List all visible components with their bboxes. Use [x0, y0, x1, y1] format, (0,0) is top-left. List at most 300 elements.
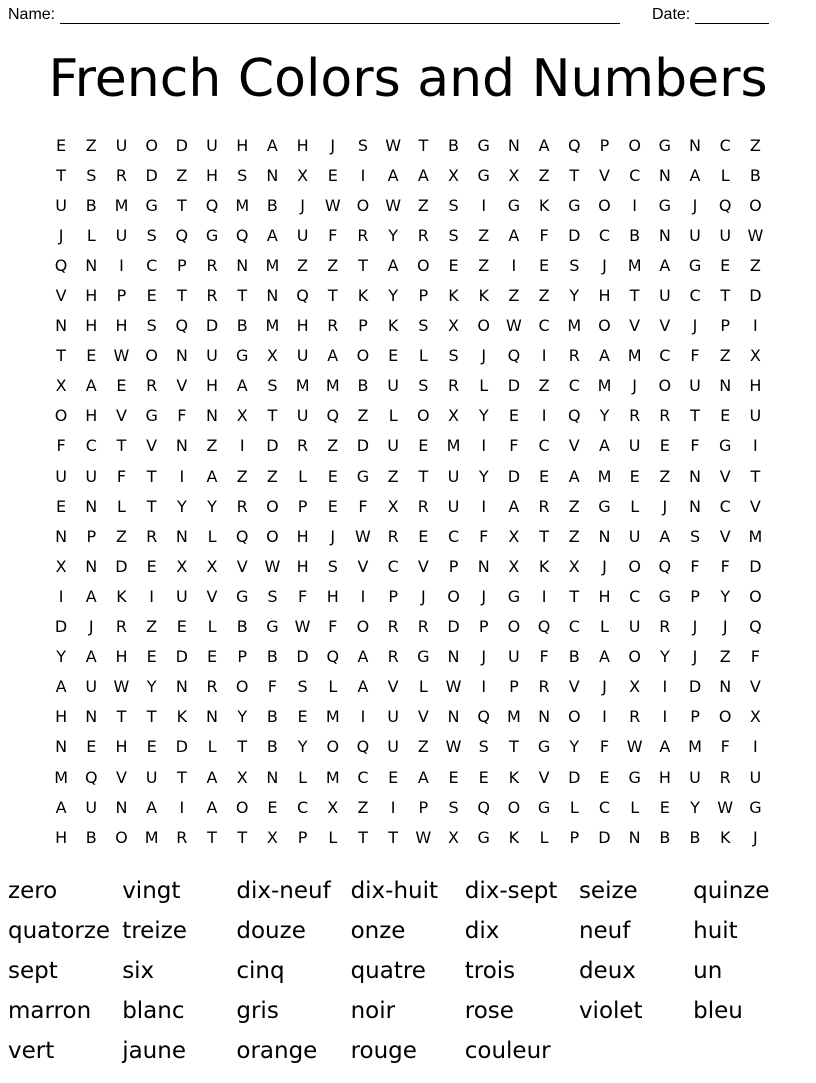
- grid-letter: P: [448, 556, 459, 576]
- grid-row: [46, 461, 776, 491]
- grid-row: [46, 401, 776, 431]
- grid-letter: A: [357, 677, 369, 697]
- grid-letter: A: [689, 165, 701, 185]
- grid-letter: K: [448, 286, 459, 306]
- grid-letter: A: [417, 165, 429, 185]
- grid-letter: E: [720, 406, 731, 426]
- grid-letter: S: [448, 346, 459, 366]
- grid-letter: L: [207, 617, 217, 637]
- grid-letter: G: [356, 466, 370, 486]
- grid-letter: P: [569, 827, 580, 847]
- grid-letter: V: [206, 586, 218, 606]
- grid-letter: V: [357, 556, 369, 576]
- grid-letter: Q: [235, 526, 249, 546]
- grid-letter: G: [598, 496, 611, 516]
- grid-letter: T: [176, 767, 187, 787]
- grid-letter: V: [417, 556, 429, 576]
- grid-letter: V: [749, 496, 761, 516]
- grid-letter: H: [598, 286, 611, 306]
- grid-row: [46, 551, 776, 581]
- grid-letter: H: [658, 767, 671, 787]
- grid-letter: I: [753, 316, 758, 336]
- grid-letter: C: [659, 346, 671, 366]
- grid-letter: W: [415, 827, 432, 847]
- grid-letter: J: [722, 617, 728, 637]
- word-list-item: dix-sept: [464, 878, 558, 904]
- grid-letter: I: [179, 797, 185, 817]
- grid-letter: I: [662, 677, 668, 697]
- grid-letter: A: [206, 797, 218, 817]
- grid-letter: A: [659, 526, 671, 546]
- grid-letter: V: [146, 436, 158, 456]
- grid-letter: B: [266, 707, 278, 727]
- grid-letter: J: [481, 346, 487, 366]
- grid-letter: L: [479, 376, 489, 396]
- grid-letter: X: [508, 556, 520, 576]
- word-search-grid: [46, 130, 776, 850]
- grid-letter: X: [327, 797, 339, 817]
- grid-letter: I: [753, 436, 758, 456]
- grid-letter: M: [144, 827, 159, 847]
- grid-letter: U: [115, 135, 128, 155]
- grid-letter: A: [659, 255, 671, 275]
- grid-letter: A: [598, 346, 610, 366]
- grid-letter: F: [297, 586, 308, 606]
- date-line[interactable]: [695, 9, 769, 24]
- grid-letter: Q: [326, 647, 340, 667]
- grid-letter: H: [55, 827, 68, 847]
- grid-row: [46, 371, 776, 401]
- grid-letter: H: [115, 737, 128, 757]
- grid-letter: L: [207, 526, 217, 546]
- grid-letter: D: [175, 135, 188, 155]
- grid-letter: X: [629, 677, 641, 697]
- word-list-item: huit: [693, 918, 738, 944]
- grid-letter: E: [448, 255, 459, 275]
- grid-letter: R: [387, 647, 399, 667]
- grid-letter: N: [115, 797, 128, 817]
- grid-letter: E: [388, 767, 399, 787]
- grid-letter: S: [86, 165, 97, 185]
- grid-letter: K: [357, 286, 369, 306]
- grid-letter: E: [388, 346, 399, 366]
- grid-letter: C: [357, 767, 369, 787]
- grid-letter: L: [539, 827, 549, 847]
- grid-letter: A: [236, 376, 248, 396]
- grid-letter: T: [56, 165, 66, 185]
- grid-letter: R: [146, 376, 158, 396]
- grid-letter: H: [236, 135, 249, 155]
- grid-letter: V: [568, 677, 580, 697]
- grid-letter: B: [85, 195, 97, 215]
- grid-letter: Z: [749, 135, 761, 155]
- grid-letter: M: [627, 346, 642, 366]
- grid-letter: G: [688, 255, 702, 275]
- grid-letter: P: [418, 797, 429, 817]
- grid-letter: Y: [388, 225, 399, 245]
- word-list-item: quatre: [350, 958, 426, 984]
- word-list-item: six: [122, 958, 155, 984]
- grid-letter: O: [507, 797, 521, 817]
- grid-letter: J: [602, 556, 607, 576]
- grid-letter: H: [749, 376, 762, 396]
- grid-letter: Z: [417, 737, 429, 757]
- grid-letter: B: [689, 827, 701, 847]
- grid-letter: O: [658, 376, 672, 396]
- grid-letter: Z: [357, 406, 369, 426]
- grid-letter: M: [446, 436, 461, 456]
- grid-letter: K: [538, 195, 550, 215]
- grid-letter: R: [176, 827, 188, 847]
- grid-letter: E: [327, 466, 338, 486]
- grid-letter: Z: [659, 466, 671, 486]
- grid-letter: C: [538, 316, 550, 336]
- grid-letter: F: [690, 556, 700, 576]
- grid-letter: Y: [56, 647, 66, 667]
- grid-letter: R: [115, 165, 128, 185]
- grid-letter: X: [176, 556, 188, 576]
- grid-letter: E: [116, 376, 127, 396]
- grid-letter: T: [750, 466, 761, 486]
- grid-letter: E: [86, 737, 97, 757]
- grid-row: [46, 341, 776, 371]
- grid-letter: L: [418, 346, 428, 366]
- grid-letter: G: [145, 406, 158, 426]
- grid-letter: U: [296, 225, 309, 245]
- grid-letter: Z: [749, 255, 761, 275]
- grid-letter: U: [658, 286, 671, 306]
- grid-letter: X: [387, 496, 399, 516]
- grid-letter: O: [266, 496, 279, 516]
- grid-letter: M: [507, 707, 521, 727]
- grid-letter: E: [539, 466, 550, 486]
- grid-letter: J: [692, 617, 698, 637]
- grid-letter: U: [749, 767, 762, 787]
- grid-letter: A: [55, 677, 67, 697]
- grid-letter: Z: [538, 286, 550, 306]
- grid-letter: A: [206, 466, 218, 486]
- grid-letter: M: [325, 767, 340, 787]
- name-label: Name:: [8, 6, 56, 23]
- grid-letter: U: [175, 586, 188, 606]
- grid-letter: M: [295, 376, 310, 396]
- grid-letter: L: [298, 767, 308, 787]
- grid-letter: J: [692, 647, 698, 667]
- grid-row: [46, 672, 776, 702]
- grid-letter: T: [146, 496, 157, 516]
- grid-letter: E: [56, 496, 67, 516]
- grid-letter: V: [719, 466, 731, 486]
- grid-letter: J: [58, 225, 64, 245]
- grid-letter: E: [86, 346, 97, 366]
- grid-letter: Q: [356, 737, 370, 757]
- grid-letter: J: [481, 647, 487, 667]
- grid-letter: D: [54, 617, 68, 637]
- grid-letter: T: [569, 586, 580, 606]
- grid-letter: N: [206, 707, 219, 727]
- name-line[interactable]: [60, 9, 620, 24]
- word-list-item: quinze: [693, 878, 770, 904]
- grid-letter: H: [296, 135, 309, 155]
- grid-letter: B: [448, 135, 460, 155]
- grid-letter: S: [478, 737, 489, 757]
- grid-letter: M: [325, 707, 340, 727]
- grid-letter: T: [358, 827, 368, 847]
- grid-letter: R: [387, 526, 399, 546]
- grid-letter: O: [326, 737, 340, 757]
- grid-letter: N: [266, 286, 279, 306]
- grid-letter: W: [113, 677, 130, 697]
- grid-letter: P: [690, 586, 700, 606]
- grid-letter: K: [387, 316, 399, 336]
- grid-letter: E: [508, 406, 519, 426]
- grid-letter: S: [569, 255, 580, 275]
- grid-letter: O: [115, 827, 128, 847]
- grid-letter: I: [360, 586, 366, 606]
- grid-letter: A: [508, 496, 520, 516]
- word-list-item: quatorze: [8, 918, 111, 944]
- grid-letter: P: [690, 707, 700, 727]
- grid-letter: O: [598, 316, 611, 336]
- grid-letter: U: [689, 225, 701, 245]
- page-title: French Colors and Numbers: [48, 49, 768, 109]
- grid-letter: O: [628, 647, 641, 667]
- grid-letter: H: [85, 286, 98, 306]
- grid-letter: D: [507, 466, 521, 486]
- grid-letter: A: [387, 165, 399, 185]
- grid-letter: V: [115, 767, 127, 787]
- grid-letter: X: [266, 827, 278, 847]
- word-list-item: dix: [464, 918, 500, 944]
- grid-letter: U: [206, 346, 218, 366]
- word-list-item: douze: [236, 918, 306, 944]
- grid-letter: Z: [538, 376, 550, 396]
- grid-letter: M: [688, 737, 702, 757]
- grid-letter: H: [85, 406, 98, 426]
- grid-letter: B: [749, 165, 761, 185]
- grid-letter: X: [568, 556, 580, 576]
- grid-letter: C: [598, 797, 611, 817]
- grid-letter: T: [56, 346, 66, 366]
- grid-letter: W: [747, 225, 764, 245]
- grid-letter: Y: [659, 647, 670, 667]
- grid-letter: M: [54, 767, 68, 787]
- grid-row: [46, 431, 776, 461]
- grid-letter: G: [236, 346, 249, 366]
- grid-letter: T: [720, 286, 731, 306]
- grid-letter: T: [237, 737, 248, 757]
- grid-letter: F: [750, 647, 760, 667]
- grid-letter: T: [146, 466, 157, 486]
- grid-letter: J: [692, 316, 698, 336]
- grid-row: [46, 642, 776, 672]
- word-list-item: neuf: [578, 918, 631, 944]
- grid-letter: I: [481, 677, 487, 697]
- grid-letter: W: [445, 677, 462, 697]
- grid-letter: L: [569, 797, 579, 817]
- grid-letter: V: [176, 376, 188, 396]
- grid-letter: E: [659, 436, 670, 456]
- grid-letter: M: [597, 376, 612, 396]
- grid-letter: X: [55, 376, 67, 396]
- grid-letter: X: [448, 316, 460, 336]
- grid-letter: W: [294, 617, 311, 637]
- grid-letter: C: [629, 586, 641, 606]
- grid-letter: G: [477, 827, 490, 847]
- grid-letter: O: [749, 586, 762, 606]
- date-field[interactable]: [652, 6, 769, 24]
- grid-letter: O: [235, 797, 249, 817]
- grid-letter: Q: [54, 255, 68, 275]
- grid-letter: M: [748, 526, 763, 546]
- grid-letter: X: [749, 707, 761, 727]
- grid-letter: H: [55, 707, 68, 727]
- grid-letter: O: [447, 586, 460, 606]
- grid-letter: I: [481, 436, 487, 456]
- grid-letter: C: [598, 225, 611, 245]
- grid-letter: L: [388, 406, 398, 426]
- header: [8, 4, 808, 28]
- grid-letter: N: [85, 556, 98, 576]
- grid-letter: S: [267, 586, 278, 606]
- grid-letter: N: [598, 526, 611, 546]
- grid-letter: U: [296, 346, 309, 366]
- grid-letter: T: [539, 526, 549, 546]
- grid-letter: T: [629, 286, 640, 306]
- grid-letter: P: [599, 135, 610, 155]
- grid-letter: S: [327, 556, 338, 576]
- grid-letter: S: [237, 165, 248, 185]
- grid-letter: D: [175, 737, 188, 757]
- grid-letter: W: [626, 737, 643, 757]
- grid-row: [46, 311, 776, 341]
- grid-letter: A: [598, 436, 610, 456]
- grid-letter: N: [175, 346, 188, 366]
- grid-letter: L: [720, 165, 730, 185]
- grid-letter: R: [206, 286, 218, 306]
- grid-letter: M: [235, 195, 250, 215]
- grid-letter: J: [330, 526, 336, 546]
- word-list-item: deux: [578, 958, 636, 984]
- grid-letter: D: [749, 556, 762, 576]
- grid-letter: Y: [478, 466, 489, 486]
- grid-letter: G: [719, 436, 732, 456]
- grid-letter: F: [328, 225, 338, 245]
- grid-letter: T: [207, 827, 217, 847]
- grid-letter: S: [418, 316, 429, 336]
- grid-letter: H: [206, 376, 219, 396]
- grid-letter: X: [266, 346, 278, 366]
- grid-letter: M: [265, 255, 280, 275]
- grid-letter: Z: [85, 135, 97, 155]
- grid-letter: Z: [115, 526, 127, 546]
- grid-row: [46, 822, 776, 852]
- grid-letter: Q: [477, 797, 491, 817]
- grid-letter: K: [508, 827, 520, 847]
- grid-letter: E: [297, 707, 308, 727]
- grid-letter: J: [88, 617, 94, 637]
- word-list-item: rouge: [350, 1038, 417, 1064]
- grid-letter: R: [659, 617, 671, 637]
- grid-letter: T: [690, 406, 700, 426]
- grid-letter: N: [266, 767, 279, 787]
- grid-letter: J: [330, 135, 336, 155]
- grid-letter: P: [720, 316, 731, 336]
- grid-letter: O: [266, 526, 279, 546]
- grid-letter: F: [690, 346, 700, 366]
- name-field[interactable]: [8, 6, 620, 24]
- grid-letter: J: [481, 586, 487, 606]
- grid-letter: U: [145, 767, 158, 787]
- grid-letter: X: [236, 767, 248, 787]
- grid-letter: U: [115, 225, 128, 245]
- grid-letter: X: [297, 165, 309, 185]
- grid-letter: D: [507, 376, 521, 396]
- grid-letter: X: [508, 526, 520, 546]
- grid-letter: T: [267, 406, 278, 426]
- grid-letter: P: [177, 255, 187, 275]
- grid-letter: I: [541, 586, 547, 606]
- word-list-item: blanc: [122, 998, 185, 1024]
- grid-letter: T: [509, 737, 519, 757]
- grid-letter: P: [297, 827, 308, 847]
- grid-letter: H: [115, 316, 128, 336]
- grid-letter: V: [387, 677, 399, 697]
- grid-letter: O: [628, 135, 641, 155]
- grid-letter: J: [420, 586, 426, 606]
- grid-letter: D: [356, 436, 370, 456]
- grid-letter: Y: [569, 286, 580, 306]
- grid-letter: V: [629, 316, 641, 336]
- grid-letter: W: [717, 797, 734, 817]
- grid-letter: A: [266, 135, 278, 155]
- grid-letter: I: [632, 195, 638, 215]
- grid-letter: N: [55, 526, 68, 546]
- grid-letter: G: [266, 617, 279, 637]
- grid-letter: L: [630, 797, 640, 817]
- grid-letter: F: [690, 436, 700, 456]
- grid-letter: Z: [478, 255, 490, 275]
- grid-letter: L: [418, 677, 428, 697]
- grid-letter: E: [659, 797, 670, 817]
- grid-letter: L: [328, 677, 338, 697]
- word-list: [8, 872, 808, 1072]
- grid-row: [46, 160, 776, 190]
- grid-letter: S: [448, 797, 459, 817]
- word-list-item: dix-neuf: [236, 878, 331, 904]
- grid-letter: O: [567, 707, 581, 727]
- grid-letter: I: [753, 737, 758, 757]
- grid-letter: N: [719, 376, 732, 396]
- grid-letter: O: [145, 135, 158, 155]
- grid-letter: S: [146, 316, 157, 336]
- grid-letter: T: [569, 165, 580, 185]
- grid-letter: E: [629, 466, 640, 486]
- grid-letter: A: [387, 255, 399, 275]
- grid-letter: A: [508, 225, 520, 245]
- grid-letter: V: [568, 436, 580, 456]
- word-list-item: orange: [236, 1038, 318, 1064]
- grid-letter: Q: [749, 617, 762, 637]
- grid-letter: C: [629, 165, 641, 185]
- grid-row: [46, 792, 776, 822]
- grid-letter: N: [689, 466, 702, 486]
- grid-letter: G: [205, 225, 219, 245]
- grid-letter: S: [357, 135, 369, 155]
- grid-letter: N: [206, 406, 219, 426]
- grid-letter: R: [357, 225, 369, 245]
- grid-letter: D: [447, 617, 460, 637]
